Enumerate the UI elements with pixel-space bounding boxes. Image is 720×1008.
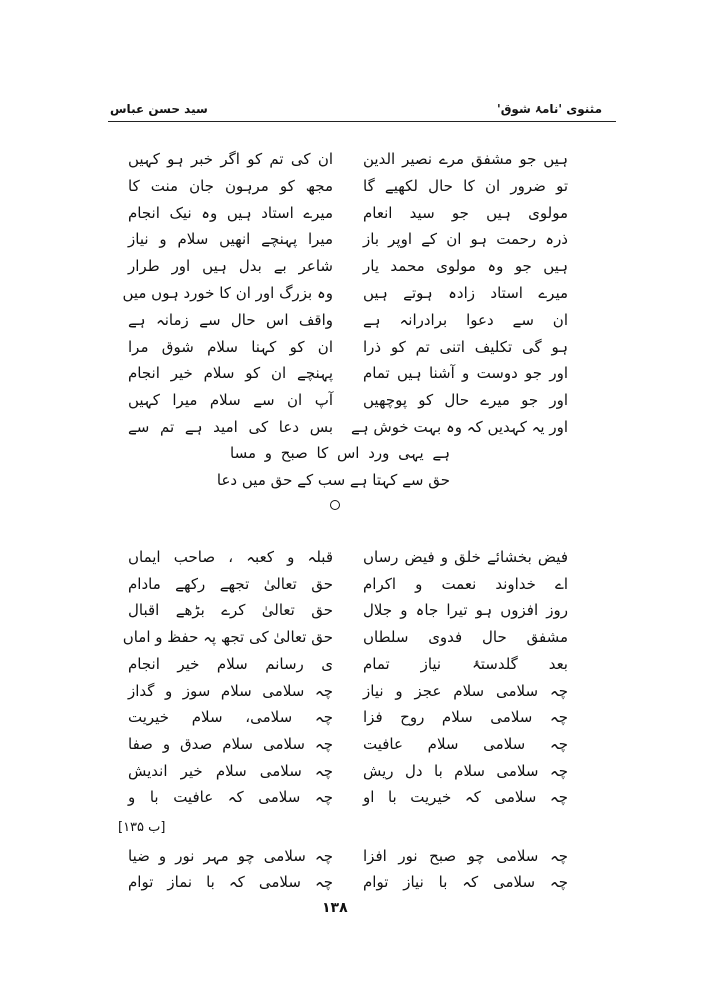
second-hemistich: میرا پہنچے انھیں سلام و نیاز [128, 230, 333, 249]
couplet [128, 680, 568, 704]
couplet [128, 845, 568, 869]
couplet [128, 733, 568, 757]
first-hemistich: اور یہ کہدیں کہ وہ بہت خوش ہے [351, 418, 568, 436]
second-hemistich: حق تعالیٰ کی تجھ پہ حفظ و اماں [122, 628, 333, 647]
second-hemistich: چہ سلامی سلام خیر اندیش [128, 761, 333, 780]
first-hemistich: چہ سلامی سلام روح فزا [363, 708, 568, 727]
first-hemistich: اور جو میرے حال کو پوچھیں [363, 391, 568, 410]
section-end-circle [330, 500, 340, 510]
second-hemistich: پہنچے ان کو سلام خیر انجام [128, 364, 333, 383]
second-hemistich: چہ سلامی چو مہر نور و ضیا [128, 847, 333, 865]
first-hemistich: روز افزوں ہو تیرا جاہ و جلال [363, 601, 568, 620]
second-hemistich: بس دعا کی امید ہے تم سے [128, 418, 333, 436]
first-hemistich: ان سے دعوا برادرانہ ہے [363, 310, 568, 329]
first-hemistich: اور جو دوست و آشنا ہیں تمام [363, 364, 568, 383]
first-hemistich: چہ سلامی سلام عافیت [363, 734, 568, 753]
first-hemistich: بعد گلدستۂ نیاز تمام [363, 654, 568, 673]
folio-marginal-note: [۱۳۵ ب] [118, 820, 166, 835]
couplet [128, 599, 568, 623]
couplet [128, 573, 568, 597]
second-hemistich: واقف اس حال سے زمانہ ہے [128, 310, 333, 329]
second-hemistich: چہ سلامی کہ عافیت با و [128, 788, 333, 807]
couplet [128, 653, 568, 677]
couplet [128, 760, 568, 784]
couplet [128, 228, 568, 252]
center-line-1: ہے یہی ورد اس کا صبح و مسا [230, 444, 450, 462]
couplet [128, 546, 568, 570]
second-hemistich: چہ سلامی سلام صدق و صفا [128, 734, 333, 753]
couplet [128, 148, 568, 172]
first-hemistich: میرے استاد زادہ ہوتے ہیں [363, 284, 568, 302]
second-hemistich: مجھ کو مرہون جان منت کا [128, 176, 333, 195]
couplet [128, 309, 568, 333]
page-number: ۱۳۸ [322, 900, 348, 916]
first-hemistich: چہ سلامی سلام با دل ریش [363, 761, 568, 780]
second-hemistich: شاعر بے بدل ہیں اور طرار [128, 257, 333, 276]
first-hemistich: ہو گی تکلیف اتنی تم کو ذرا [363, 337, 568, 356]
couplet [128, 416, 568, 440]
first-hemistich: چہ سلامی چو صبح نور افزا [363, 847, 568, 865]
header-title-right: مثنوی 'نامۂ شوق' [497, 102, 602, 116]
couplet [128, 202, 568, 226]
first-hemistich: چہ سلامی کہ خیریت با او [363, 788, 568, 807]
first-hemistich: فیض بخشائے خلق و فیض رساں [363, 548, 568, 566]
first-hemistich: مولوی ہیں جو سید انعام [363, 203, 568, 222]
second-hemistich: میرے استاد ہیں وہ نیک انجام [128, 203, 333, 222]
second-hemistich: وہ بزرگ اور ان کا خورد ہوں میں [122, 284, 333, 302]
couplet [128, 255, 568, 279]
couplet [128, 871, 568, 895]
second-hemistich: چہ سلامی کہ با نماز توام [128, 873, 333, 891]
header-author-left: سید حسن عباس [110, 102, 208, 116]
first-hemistich: اے خداوند نعمت و اکرام [363, 574, 568, 593]
couplet [122, 626, 568, 650]
first-hemistich: چہ سلامی کہ با نیاز توام [363, 873, 568, 891]
first-hemistich: ہیں جو وہ مولوی محمد یار [363, 257, 568, 276]
header-rule [108, 121, 616, 122]
second-hemistich: حق تعالیٰ تجھے رکھے مادام [128, 574, 333, 593]
first-hemistich: ذرہ رحمت ہو ان کے اوپر باز [363, 230, 568, 249]
second-hemistich: ان کو کہنا سلام شوق مرا [128, 337, 333, 356]
second-hemistich: ی رسانم سلام خیر انجام [128, 654, 333, 673]
couplet [128, 389, 568, 413]
couplet [128, 336, 568, 360]
couplet [128, 786, 568, 810]
couplet [128, 362, 568, 386]
first-hemistich: مشفق حال فدوی سلطاں [363, 628, 568, 647]
second-hemistich: چہ سلامی سلام سوز و گداز [128, 681, 333, 700]
center-line-2: حق سے کہتا ہے سب کے حق میں دعا [216, 471, 450, 489]
first-hemistich: تو ضرور ان کا حال لکھیے گا [363, 176, 568, 195]
second-hemistich: چہ سلامی، سلام خیریت [128, 708, 333, 727]
first-hemistich: چہ سلامی سلام عجز و نیاز [363, 681, 568, 700]
second-hemistich: آپ ان سے سلام میرا کہیں [128, 391, 333, 410]
second-hemistich: ان کی تم کو اگر خبر ہو کہیں [128, 150, 333, 168]
first-hemistich: ہیں جو مشفق مرے نصیر الدین [363, 150, 568, 168]
second-hemistich: قبلہ و کعبہ ، صاحب ایماں [128, 548, 333, 566]
couplet [128, 706, 568, 730]
couplet [128, 175, 568, 199]
second-hemistich: حق تعالیٰ کرے بڑھے اقبال [128, 601, 333, 620]
couplet [122, 282, 568, 306]
